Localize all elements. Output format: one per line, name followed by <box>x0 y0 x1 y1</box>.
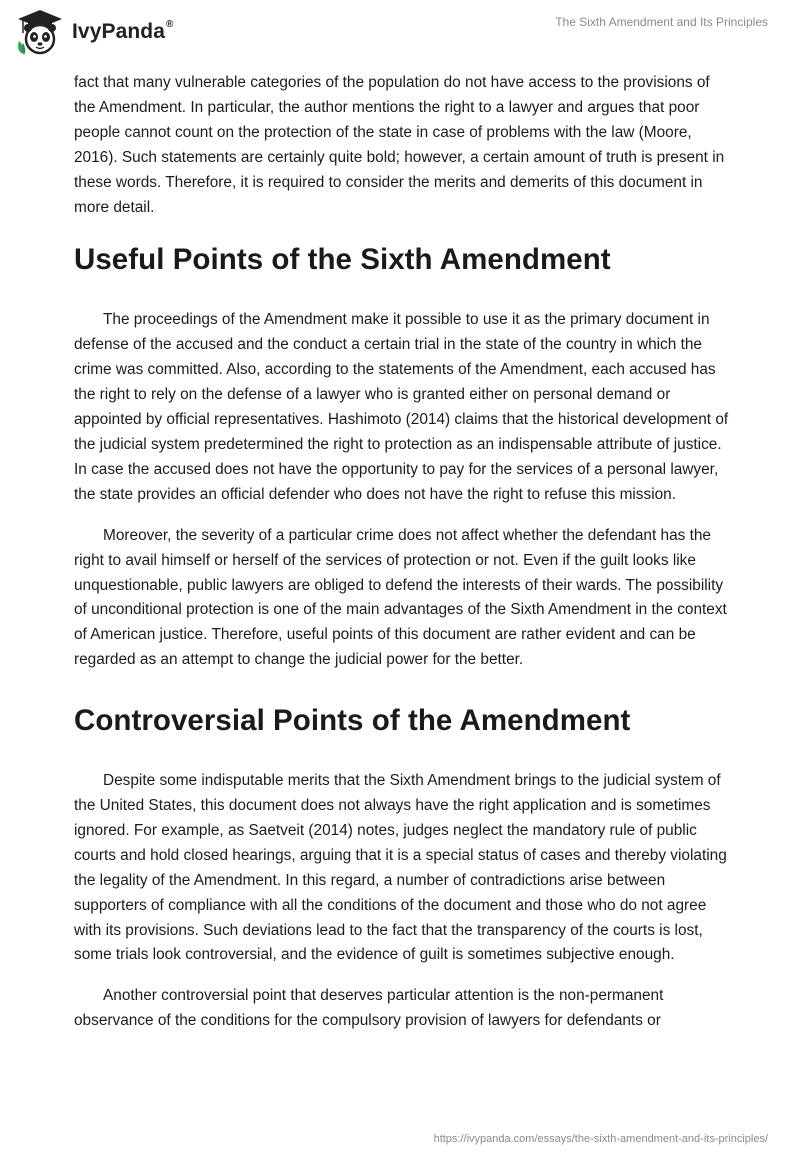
source-url[interactable]: https://ivypanda.com/essays/the-sixth-amendment-and-its-principles/ <box>433 1133 768 1145</box>
document-title: The Sixth Amendment and Its Principles <box>555 15 768 29</box>
page-header <box>0 0 800 66</box>
ivypanda-logo[interactable] <box>14 7 173 57</box>
paragraph: The proceedings of the Amendment make it possible to use it as the primary document in defense of the accused and the conduct a certain trial in the state of the country in which the crime was committed. Also, according to the statements of the Amendment, each accused has the right to rely on the defense of a lawyer who is granted either on personal demand or appointed by official representatives. Hashimoto (2014) claims that the historical development of the judicial system predetermined the right to protection as an indispensable attribute of justice. In case the accused does not have the opportunity to pay for the services of a personal lawyer, the state provides an official defender who does not have the right to refuse this mission. <box>74 311 729 503</box>
essay-body <box>74 71 734 1050</box>
panda-graduate-icon <box>14 7 66 57</box>
brand-name <box>72 20 173 44</box>
paragraph: Moreover, the severity of a particular crime does not affect whether the defendant has the right to avail himself or herself of the services of protection or not. Even if the guilt looks like unquestionable, public lawyers are obliged to defend the interests of their wards. The possibility of unconditional protection is one of the main advantages of the Sixth Amendment in the context of American justice. Therefore, useful points of this document are rather evident and can be regarded as an attempt to change the judicial power for the better. <box>74 526 727 669</box>
paragraph: Despite some indisputable merits that the Sixth Amendment brings to the judicial system of the United States, this document does not always have the right application and is sometimes ignored. For example, as Saetveit (2014) notes, judges neglect the mandatory rule of public courts and hold closed hearings, arguing that it is a special status of cases and thereby violating the legality of the Amendment. In this regard, a number of contradictions arise between supporters of compliance with all the conditions of the document and those who do not agree with its provisions. Such deviations lead to the fact that the transparency of the courts is lost, some trials look controversial, and the evidence of guilt is sometimes subjective enough. <box>74 772 727 964</box>
paragraph: Another controversial point that deserves particular attention is the non-permanent observance of the conditions for the compulsory provision of lawyers for defendants or <box>74 987 664 1030</box>
section-heading-useful-points: Useful Points of the Sixth Amendment <box>74 243 611 277</box>
registered-mark: ® <box>166 19 174 30</box>
section-heading-controversial-points: Controversial Points of the Amendment <box>74 704 631 738</box>
brand-text: IvyPanda <box>72 20 166 43</box>
intro-paragraph: fact that many vulnerable categories of the population do not have access to the provisions of the Amendment. In particular, the author mentions the right to a lawyer and argues that poor people cannot count on the protection of the state in case of problems with the law (Moore, 2016). Such statements are certainly quite bold; however, a certain amount of truth is present in these words. Therefore, it is required to consider the merits and demerits of this document in more detail. <box>74 74 725 216</box>
